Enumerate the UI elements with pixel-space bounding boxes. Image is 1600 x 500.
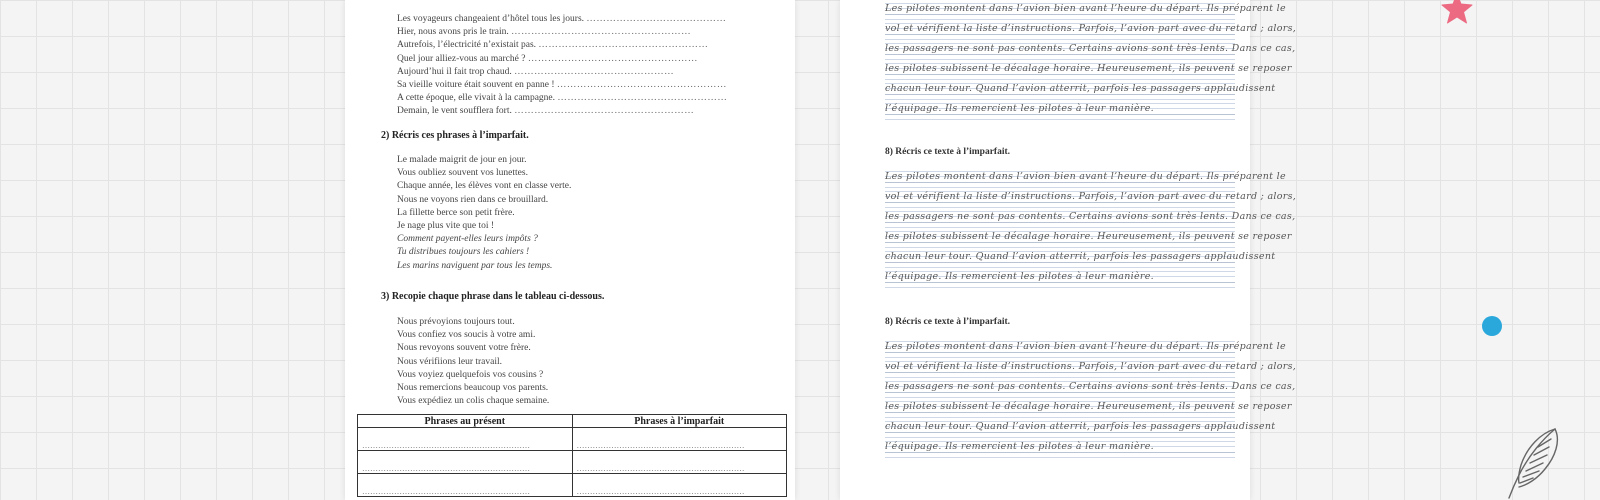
table-row bbox=[358, 428, 787, 451]
table-header-present: Phrases au présent bbox=[358, 415, 573, 428]
cursive-text-block-3 bbox=[885, 338, 1297, 458]
exercise1-sentence bbox=[397, 105, 727, 118]
table-answer-cell: ……………………………………………………… bbox=[572, 428, 787, 451]
conjugation-table bbox=[357, 414, 787, 497]
cursive-writing-line bbox=[885, 80, 1276, 100]
exercise2-sentence-italic: Tu distribues toujours les cahiers ! bbox=[397, 247, 530, 258]
table-header-imparfait: Phrases à l’imparfait bbox=[572, 415, 787, 428]
cursive-text: les passagers ne sont pas contents. Certains avions sont très lents. Dans ce cas, bbox=[885, 211, 1296, 222]
exercise1-sentence bbox=[397, 26, 727, 39]
cursive-text-block-1 bbox=[885, 0, 1297, 120]
worksheet-left-page bbox=[345, 0, 795, 500]
exercise8-heading-1: 8) Récris ce texte à l’imparfait. bbox=[885, 147, 1011, 157]
cursive-writing-line bbox=[885, 168, 1286, 188]
answer-dotted-line: ……………………………………………… bbox=[511, 27, 692, 38]
sentence-text: Les voyageurs changeaient d’hôtel tous les jours. bbox=[397, 14, 585, 24]
sentence-text: Sa vieille voiture était souvent en panne ! bbox=[397, 80, 555, 91]
exercise2-sentence-italic: Les marins naviguent par tous les temps. bbox=[397, 260, 553, 271]
exercise1-sentence-list bbox=[397, 13, 727, 119]
table-row bbox=[358, 474, 787, 497]
exercise3-sentence: Nous vérifiions leur travail. bbox=[397, 356, 503, 367]
cursive-writing-line bbox=[885, 268, 1235, 288]
cursive-text: chacun leur tour. Quand l’avion atterrit, parfois les passagers applaudissent bbox=[885, 83, 1276, 94]
cursive-text: les pilotes subissent le décalage horaire. Heureusement, ils peuvent se reposer bbox=[885, 231, 1292, 242]
answer-dotted-line: ………………………………………… bbox=[514, 66, 675, 77]
exercise3-sentence: Nous prévoyions toujours tout. bbox=[397, 317, 515, 327]
cursive-text: vol et vérifient la liste d’instructions. Parfois, l’avion part avec du retard ; alors, bbox=[885, 23, 1297, 34]
star-icon bbox=[1440, 0, 1474, 26]
exercise2-sentence-italic: Comment payent-elles leurs impôts ? bbox=[397, 234, 538, 245]
cursive-text: Les pilotes montent dans l’avion bien avant l’heure du départ. Ils préparent le bbox=[885, 171, 1286, 182]
cursive-writing-line bbox=[885, 208, 1296, 228]
exercise2-sentence: Le malade maigrit de jour en jour. bbox=[397, 155, 527, 165]
cursive-writing-line bbox=[885, 438, 1235, 458]
table-answer-cell: ……………………………………………………… bbox=[358, 451, 573, 474]
worksheet-right-page bbox=[840, 0, 1297, 500]
cursive-text: l’équipage. Ils remercient les pilotes à leur manière. bbox=[885, 271, 1154, 282]
cursive-writing-line bbox=[885, 40, 1296, 60]
cursive-text: Les pilotes montent dans l’avion bien avant l’heure du départ. Ils préparent le bbox=[885, 3, 1286, 14]
exercise3-sentence: Nous revoyons souvent votre frère. bbox=[397, 343, 531, 354]
conjugation-table-body bbox=[358, 428, 787, 497]
sentence-text: Quel jour alliez-vous au marché ? bbox=[397, 53, 526, 64]
table-row bbox=[358, 451, 787, 474]
answer-dotted-line: …………………………………………… bbox=[538, 40, 709, 51]
cursive-text: l’équipage. Ils remercient les pilotes à leur manière. bbox=[885, 441, 1154, 452]
answer-dotted-line: ……………………………………………… bbox=[514, 106, 695, 117]
cursive-writing-line bbox=[885, 0, 1286, 20]
cursive-text: les passagers ne sont pas contents. Certains avions sont très lents. Dans ce cas, bbox=[885, 43, 1296, 54]
answer-dotted-line: …………………………………… bbox=[586, 14, 727, 24]
cursive-writing-line bbox=[885, 358, 1297, 378]
cursive-writing-line bbox=[885, 378, 1296, 398]
sentence-text: Autrefois, l’électricité n’existait pas. bbox=[397, 40, 537, 51]
cursive-text: Les pilotes montent dans l’avion bien avant l’heure du départ. Ils préparent le bbox=[885, 341, 1286, 352]
exercise1-sentence bbox=[397, 13, 727, 26]
exercise2-sentence: Vous oubliez souvent vos lunettes. bbox=[397, 168, 528, 179]
cursive-text-block-2 bbox=[885, 168, 1297, 288]
exercise2-sentence: La fillette berce son petit frère. bbox=[397, 207, 515, 218]
cursive-writing-line bbox=[885, 100, 1235, 120]
exercise2-sentence: Chaque année, les élèves vont en classe verte. bbox=[397, 181, 572, 192]
exercise8-heading-2: 8) Récris ce texte à l’imparfait. bbox=[885, 317, 1011, 327]
exercise3-sentence: Vous confiez vos soucis à votre ami. bbox=[397, 330, 536, 341]
cursive-writing-line bbox=[885, 398, 1292, 418]
exercise1-sentence bbox=[397, 39, 727, 52]
sentence-text: Aujourd’hui il fait trop chaud. bbox=[397, 66, 512, 77]
answer-dotted-line: …………………………………………… bbox=[556, 80, 727, 91]
exercise3-sentence-list bbox=[397, 316, 549, 408]
cursive-writing-line bbox=[885, 188, 1297, 208]
cursive-writing-line bbox=[885, 248, 1276, 268]
blue-dot-icon bbox=[1482, 316, 1502, 336]
answer-dotted-line: …………………………………………… bbox=[557, 93, 728, 104]
cursive-writing-line bbox=[885, 20, 1297, 40]
cursive-writing-line bbox=[885, 228, 1292, 248]
cursive-writing-line bbox=[885, 60, 1292, 80]
exercise3-sentence: Vous expédiez un colis chaque semaine. bbox=[397, 396, 550, 407]
table-answer-cell: ……………………………………………………… bbox=[572, 474, 787, 497]
feather-quill-icon bbox=[1505, 425, 1565, 500]
cursive-text: chacun leur tour. Quand l’avion atterrit, parfois les passagers applaudissent bbox=[885, 251, 1276, 262]
exercise2-sentence: Nous ne voyons rien dans ce brouillard. bbox=[397, 194, 549, 205]
cursive-text: l’équipage. Ils remercient les pilotes à leur manière. bbox=[885, 103, 1154, 114]
cursive-text: vol et vérifient la liste d’instructions. Parfois, l’avion part avec du retard ; alors, bbox=[885, 191, 1297, 202]
cursive-text: vol et vérifient la liste d’instructions. Parfois, l’avion part avec du retard ; alors, bbox=[885, 361, 1297, 372]
exercise3-sentence: Nous remercions beaucoup vos parents. bbox=[397, 383, 549, 394]
cursive-text: les pilotes subissent le décalage horaire. Heureusement, ils peuvent se reposer bbox=[885, 63, 1292, 74]
table-answer-cell: ……………………………………………………… bbox=[358, 474, 573, 497]
table-answer-cell: ……………………………………………………… bbox=[572, 451, 787, 474]
sentence-text: Demain, le vent soufflera fort. bbox=[397, 106, 512, 117]
exercise1-sentence bbox=[397, 79, 727, 92]
exercise2-sentence: Je nage plus vite que toi ! bbox=[397, 221, 495, 232]
exercise2-sentence-list bbox=[397, 154, 571, 273]
answer-dotted-line: …………………………………………… bbox=[527, 53, 698, 64]
exercise3-heading: 3) Recopie chaque phrase dans le tableau ci-dessous. bbox=[381, 291, 605, 302]
exercise1-sentence bbox=[397, 53, 727, 66]
cursive-writing-line bbox=[885, 418, 1276, 438]
cursive-writing-line bbox=[885, 338, 1286, 358]
cursive-text: les pilotes subissent le décalage horaire. Heureusement, ils peuvent se reposer bbox=[885, 401, 1292, 412]
exercise2-heading: 2) Récris ces phrases à l’imparfait. bbox=[381, 130, 529, 141]
table-answer-cell: ……………………………………………………… bbox=[358, 428, 573, 451]
sentence-text: A cette époque, elle vivait à la campagne. bbox=[397, 93, 555, 104]
exercise1-sentence bbox=[397, 66, 727, 79]
cursive-text: les passagers ne sont pas contents. Certains avions sont très lents. Dans ce cas, bbox=[885, 381, 1296, 392]
exercise1-sentence bbox=[397, 92, 727, 105]
cursive-text: chacun leur tour. Quand l’avion atterrit, parfois les passagers applaudissent bbox=[885, 421, 1276, 432]
sentence-text: Hier, nous avons pris le train. bbox=[397, 27, 509, 38]
exercise3-sentence: Vous voyiez quelquefois vos cousins ? bbox=[397, 369, 544, 380]
